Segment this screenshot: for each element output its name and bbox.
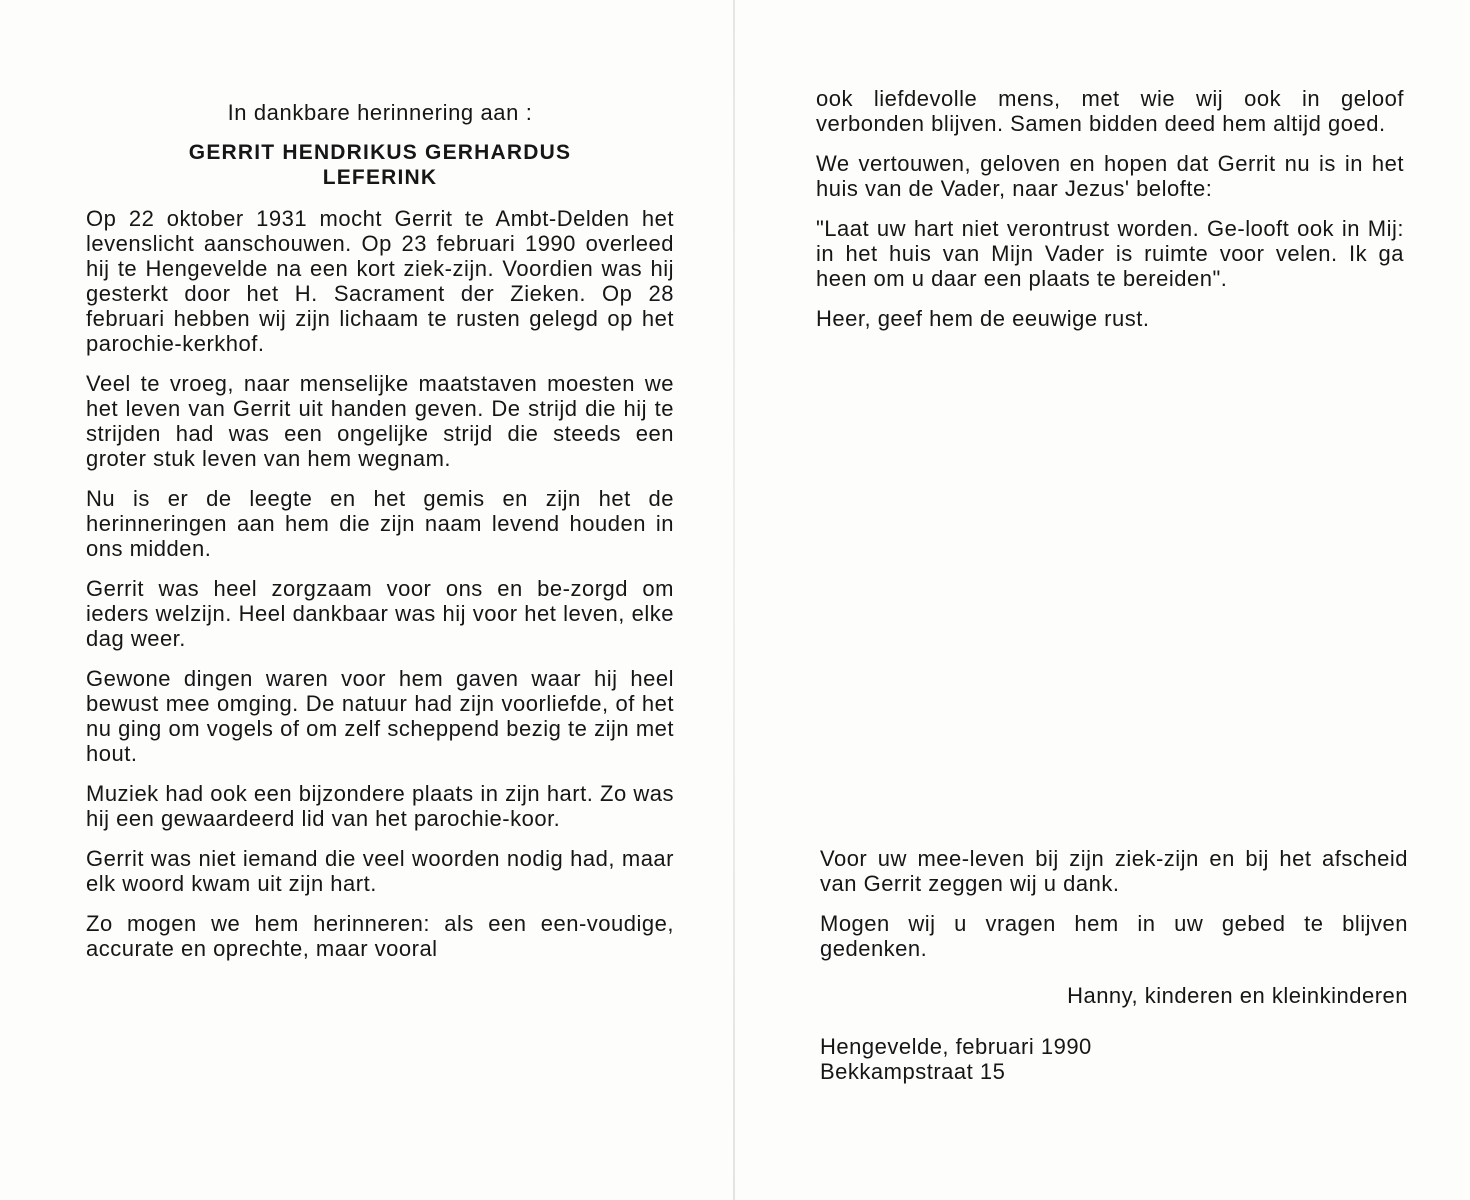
- paragraph-remember: Zo mogen we hem herinneren: als een een-voudige, accurate en oprechte, maar vooral: [86, 911, 674, 961]
- right-panel-top: [816, 86, 1404, 346]
- thanks-paragraph: Voor uw mee-leven bij zijn ziek-zijn en bij het afscheid van Gerrit zeggen wij u dank.: [820, 846, 1408, 896]
- paragraph-trust: We vertouwen, geloven en hopen dat Gerrit nu is in het huis van de Vader, naar Jezus' belofte:: [816, 151, 1404, 201]
- paragraph-prayer: Heer, geef hem de eeuwige rust.: [816, 306, 1150, 331]
- paragraph-birth-death: Op 22 oktober 1931 mocht Gerrit te Ambt-Delden het levenslicht aanschouwen. Op 23 februari 1990 overleed hij te Hengevelde na een kort ziek-zijn. Voordien was hij gesterkt door het H. Sacrament der Zieken. Op 28 februari hebben wij zijn lichaam te rusten gelegd op het parochie-kerkhof.: [86, 206, 674, 356]
- paragraph-music: Muziek had ook een bijzondere plaats in zijn hart. Zo was hij een gewaardeerd lid van het parochie-koor.: [86, 781, 674, 831]
- paragraph-quote: "Laat uw hart niet verontrust worden. Ge-looft ook in Mij: in het huis van Mijn Vader is ruimte voor velen. Ik ga heen om u daar een plaats te bereiden".: [816, 216, 1404, 291]
- place-date: Hengevelde, februari 1990: [820, 1034, 1092, 1059]
- right-panel-bottom: [820, 846, 1408, 1084]
- paragraph-emptiness: Nu is er de leegte en het gemis en zijn het de herinneringen aan hem die zijn naam levend houden in ons midden.: [86, 486, 674, 561]
- card-fold-line: [733, 0, 735, 1200]
- left-panel: [86, 100, 674, 976]
- intro-line: In dankbare herinnering aan :: [227, 100, 533, 125]
- family-signature: Hanny, kinderen en kleinkinderen: [1067, 983, 1408, 1008]
- name-line-1: GERRIT HENDRIKUS GERHARDUS: [188, 141, 572, 164]
- paragraph-too-early: Veel te vroeg, naar menselijke maatstaven moesten we het leven van Gerrit uit handen geven. De strijd die hij te strijden had was een ongelijke strijd die steeds een groter stuk leven van hem wegnam.: [86, 371, 674, 471]
- paragraph-loving-person: ook liefdevolle mens, met wie wij ook in geloof verbonden blijven. Samen bidden deed hem altijd goed.: [816, 86, 1404, 136]
- name-line-2: LEFERINK: [322, 166, 438, 189]
- deceased-name: [86, 140, 674, 190]
- request-paragraph: Mogen wij u vragen hem in uw gebed te blijven gedenken.: [820, 911, 1408, 961]
- paragraph-words: Gerrit was niet iemand die veel woorden nodig had, maar elk woord kwam uit zijn hart.: [86, 846, 674, 896]
- address: Bekkampstraat 15: [820, 1059, 1006, 1084]
- paragraph-caring: Gerrit was heel zorgzaam voor ons en be-zorgd om ieders welzijn. Heel dankbaar was hij voor het leven, elke dag weer.: [86, 576, 674, 651]
- paragraph-nature: Gewone dingen waren voor hem gaven waar hij heel bewust mee omging. De natuur had zijn voorliefde, of het nu ging om vogels of om zelf scheppend bezig te zijn met hout.: [86, 666, 674, 766]
